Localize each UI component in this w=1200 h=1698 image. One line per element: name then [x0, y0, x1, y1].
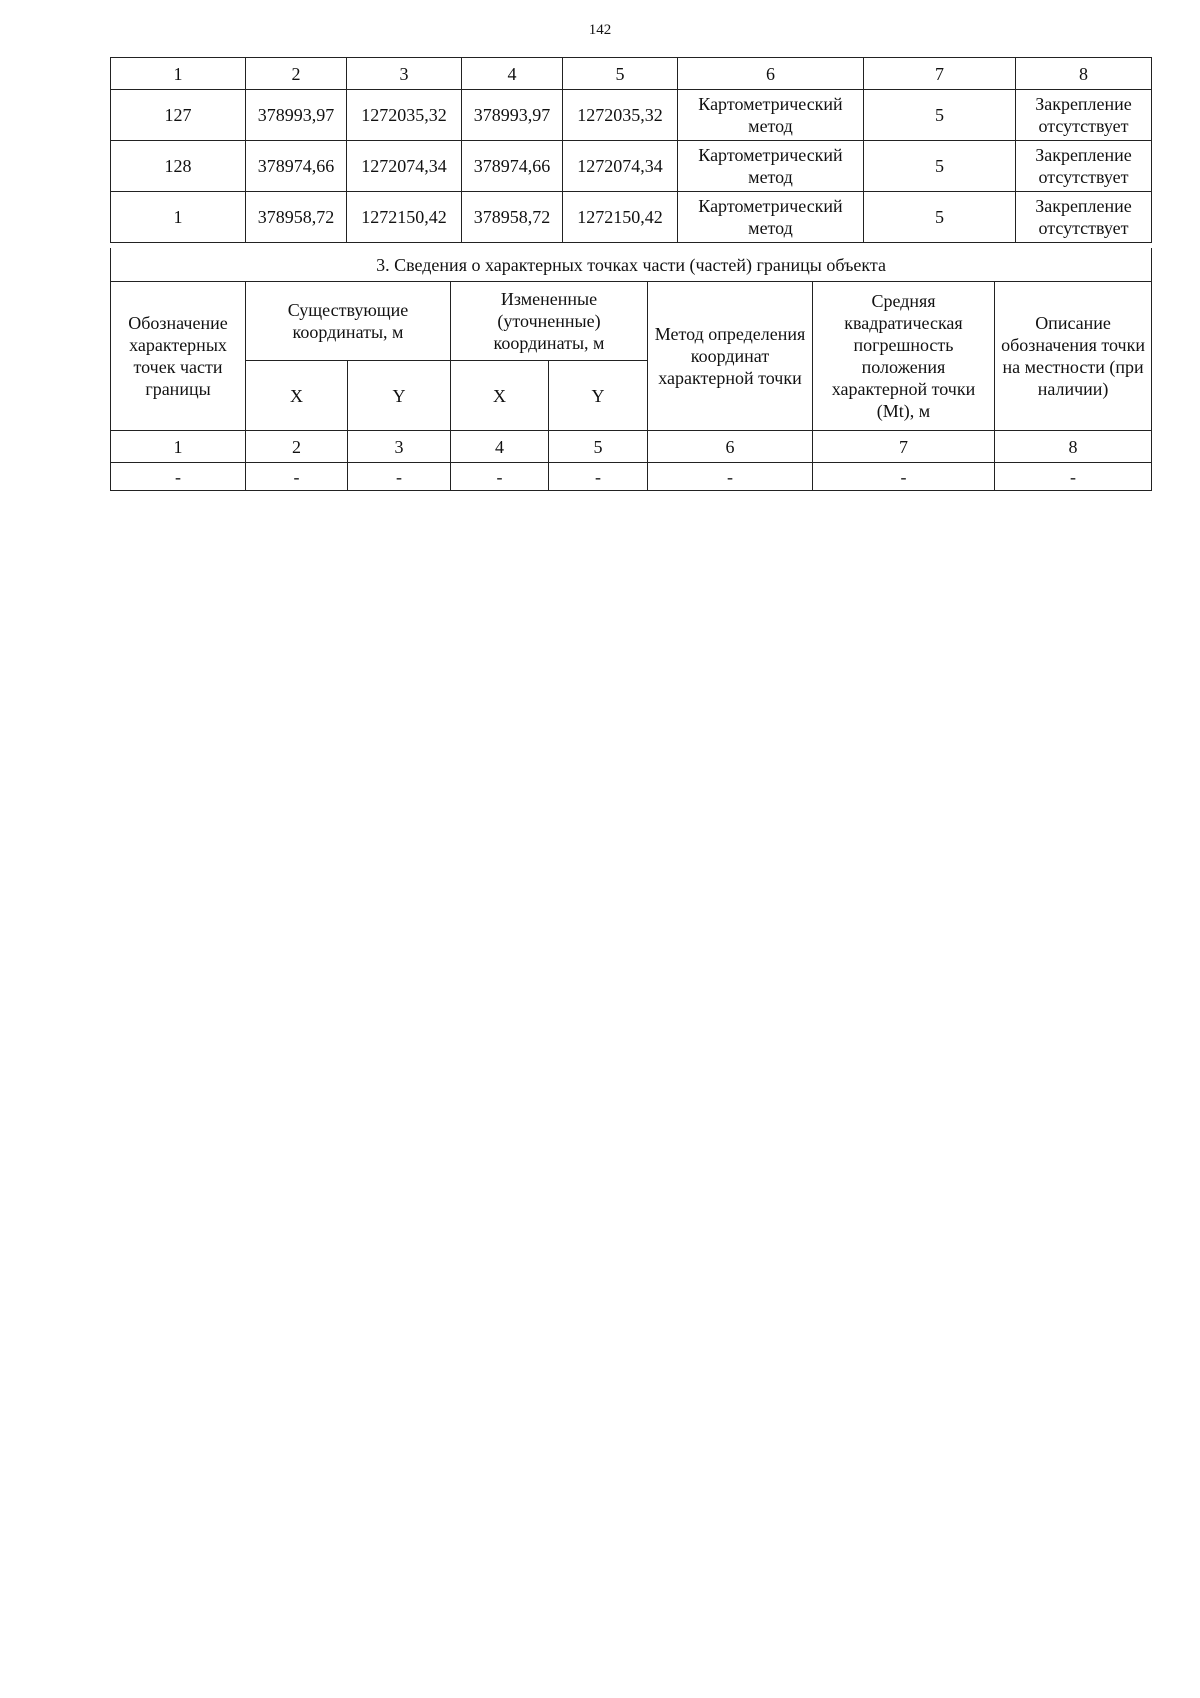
existing-x: 378958,72 [246, 192, 347, 243]
point-id: 128 [111, 141, 246, 192]
empty-cell: - [348, 463, 451, 491]
marker-description: Закрепление отсутствует [1016, 90, 1152, 141]
point-id: 127 [111, 90, 246, 141]
column-number-row [111, 431, 1152, 463]
changed-coords-header: Измененные (уточненные) координаты, м [451, 282, 648, 361]
empty-cell: - [813, 463, 995, 491]
changed-y: 1272074,34 [563, 141, 678, 192]
column-number-row [111, 58, 1152, 90]
marker-description: Закрепление отсутствует [1016, 192, 1152, 243]
column-number: 5 [563, 58, 678, 90]
existing-x-header: X [246, 361, 348, 431]
existing-y: 1272150,42 [347, 192, 462, 243]
empty-cell: - [246, 463, 348, 491]
column-number: 6 [678, 58, 864, 90]
column-number: 3 [348, 431, 451, 463]
changed-y: 1272035,32 [563, 90, 678, 141]
column-number: 8 [1016, 58, 1152, 90]
column-number: 2 [246, 431, 348, 463]
column-number: 2 [246, 58, 347, 90]
empty-cell: - [995, 463, 1152, 491]
page-number: 142 [588, 22, 612, 38]
changed-x: 378974,66 [462, 141, 563, 192]
table-row [111, 463, 1152, 491]
column-number: 6 [648, 431, 813, 463]
column-number: 4 [451, 431, 549, 463]
empty-cell: - [648, 463, 813, 491]
existing-x: 378974,66 [246, 141, 347, 192]
empty-cell: - [111, 463, 246, 491]
mean-error: 5 [864, 141, 1016, 192]
column-number: 1 [111, 431, 246, 463]
empty-cell: - [451, 463, 549, 491]
method-header: Метод определения координат характерной точки [648, 282, 813, 431]
error-header: Средняя квадратическая погрешность положения характерной точки (Mt), м [813, 282, 995, 431]
column-number: 1 [111, 58, 246, 90]
changed-x: 378993,97 [462, 90, 563, 141]
changed-x: 378958,72 [462, 192, 563, 243]
empty-cell: - [549, 463, 648, 491]
description-header: Описание обозначения точки на местности (при наличии) [995, 282, 1152, 431]
table-row [111, 141, 1152, 192]
column-number: 3 [347, 58, 462, 90]
existing-y: 1272035,32 [347, 90, 462, 141]
column-number: 7 [864, 58, 1016, 90]
changed-y-header: Y [549, 361, 648, 431]
designation-header: Обозначение характерных точек части границы [111, 282, 246, 431]
column-number: 4 [462, 58, 563, 90]
existing-x: 378993,97 [246, 90, 347, 141]
existing-y-header: Y [348, 361, 451, 431]
method: Картометрический метод [678, 141, 864, 192]
table-row [111, 192, 1152, 243]
changed-y: 1272150,42 [563, 192, 678, 243]
mean-error: 5 [864, 90, 1016, 141]
method: Картометрический метод [678, 90, 864, 141]
coordinates-table [110, 57, 1152, 243]
existing-coords-header: Существующие координаты, м [246, 282, 451, 361]
section-title: 3. Сведения о характерных точках части (частей) границы объекта [111, 248, 1152, 282]
method: Картометрический метод [678, 192, 864, 243]
column-number: 7 [813, 431, 995, 463]
mean-error: 5 [864, 192, 1016, 243]
part-boundary-points-table [110, 248, 1152, 491]
changed-x-header: X [451, 361, 549, 431]
column-number: 5 [549, 431, 648, 463]
existing-y: 1272074,34 [347, 141, 462, 192]
table-row [111, 90, 1152, 141]
marker-description: Закрепление отсутствует [1016, 141, 1152, 192]
point-id: 1 [111, 192, 246, 243]
column-number: 8 [995, 431, 1152, 463]
